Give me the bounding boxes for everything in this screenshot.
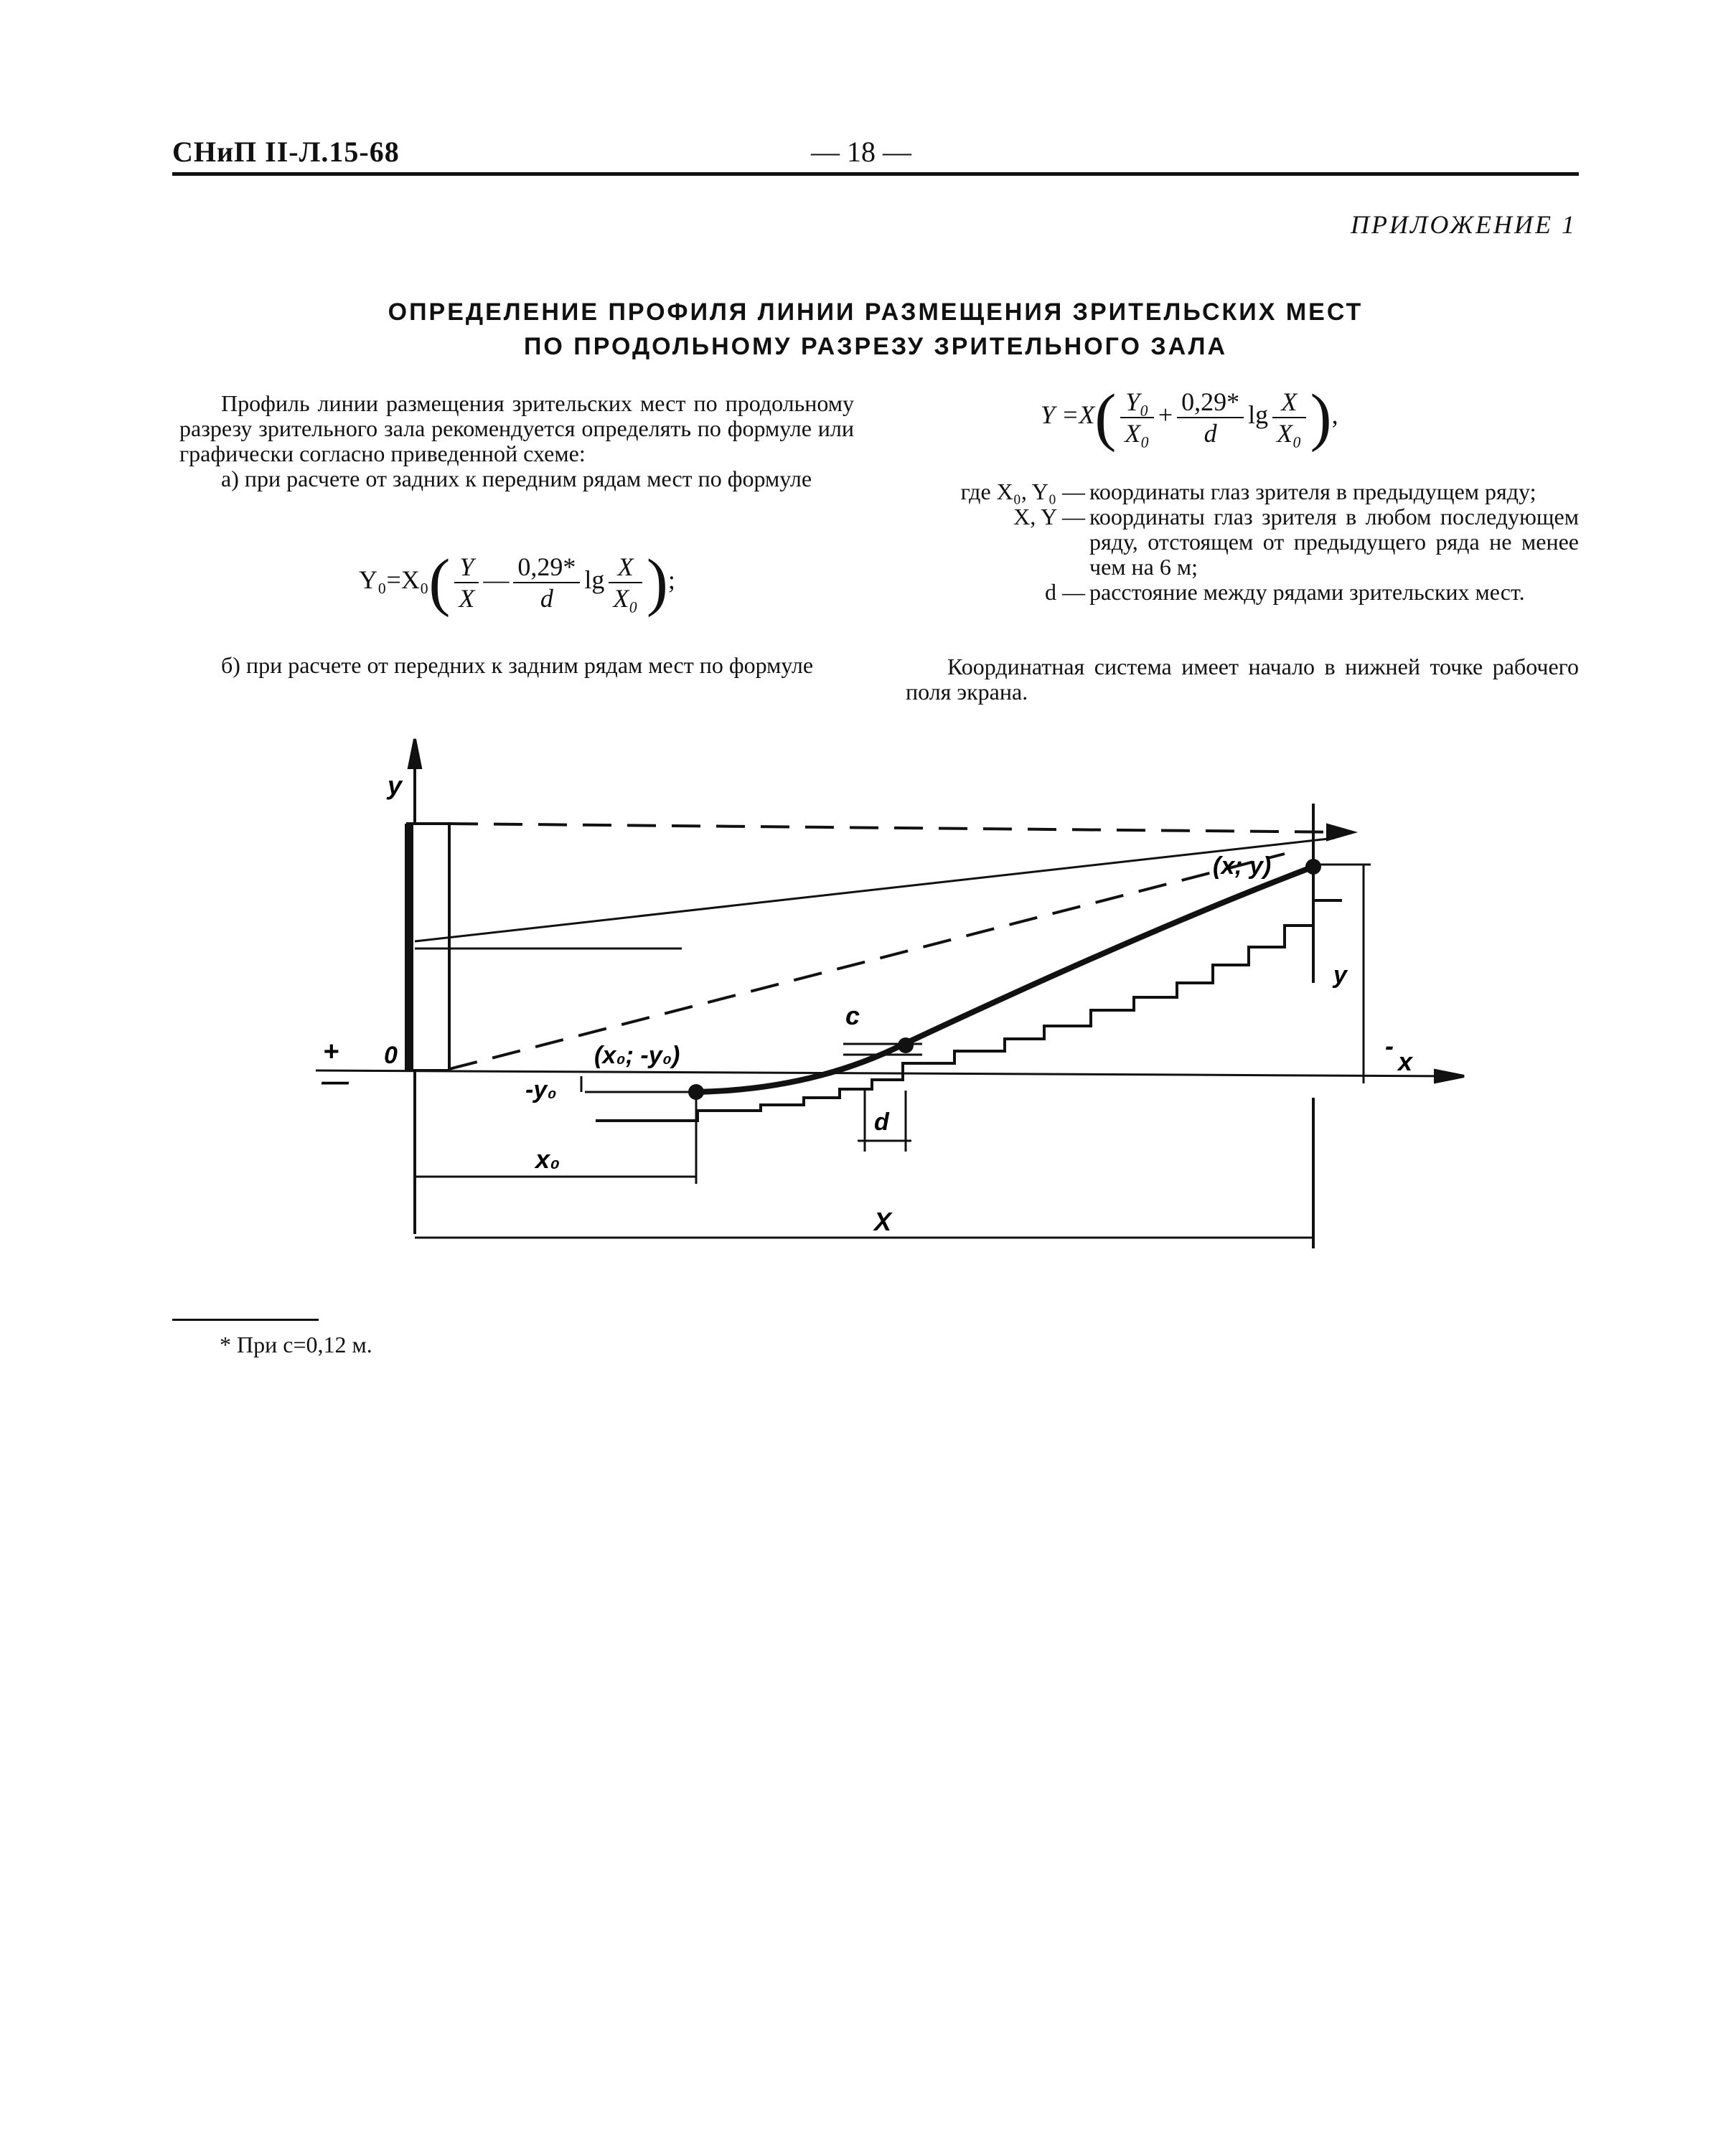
log-operator: lg	[1248, 400, 1269, 429]
definition-label: d —	[1045, 579, 1085, 605]
minus-sign: —	[483, 565, 510, 594]
page-number: — 18 —	[811, 136, 911, 168]
label-point-start: (x₀; -y₀)	[594, 1042, 680, 1069]
fraction-denominator: X₀	[1125, 418, 1150, 448]
appendix-label: ПРИЛОЖЕНИЕ 1	[1351, 210, 1577, 239]
label-point-end: (x; y)	[1213, 852, 1272, 880]
case-a-paragraph: а) при расчете от задних к передним рядам мест по формуле	[221, 466, 812, 491]
formula-a-lhs: Y₀=X₀	[359, 565, 429, 594]
document-code: СНиП II-Л.15-68	[172, 136, 400, 168]
point-x0-y0	[688, 1084, 704, 1100]
definition-text: координаты глаз зрителя в любом последующем ряду, отстоящем от предыдущего ряда не менее чем на 6 м;	[1089, 504, 1579, 580]
fraction-numerator: 0,29*	[1177, 387, 1244, 418]
definition-text: расстояние между рядами зрительских мест.	[1089, 579, 1525, 605]
fraction-denominator: X₀	[613, 583, 638, 613]
y-axis-arrow	[409, 739, 421, 768]
x-axis-arrow	[1435, 1070, 1464, 1082]
label-plus: +	[323, 1037, 339, 1067]
title-line-1: ОПРЕДЕЛЕНИЕ ПРОФИЛЯ ЛИНИИ РАЗМЕЩЕНИЯ ЗРИТЕЛЬСКИХ МЕСТ	[388, 298, 1364, 326]
seating-steps	[596, 900, 1342, 1121]
paren-open: (	[428, 547, 451, 618]
paren-close: )	[1310, 382, 1332, 453]
fraction-denominator: d	[1204, 418, 1217, 448]
definition-label: X, Y —	[1013, 504, 1085, 529]
formula-tail: ;	[667, 565, 675, 594]
formula-tail: ,	[1331, 400, 1338, 429]
top-sight-line	[449, 824, 1353, 832]
coordinate-note-text: Координатная система имеет начало в нижней точке рабочего поля экрана.	[906, 654, 1579, 705]
paren-close: )	[646, 547, 668, 618]
footnote-rule	[172, 1319, 319, 1321]
mid-sight-line	[415, 838, 1335, 941]
label-x-axis: x	[1398, 1047, 1413, 1076]
label-y-axis: y	[388, 771, 403, 800]
intro-paragraph: Профиль линии размещения зрительских мест по продольному разрезу зрительного зала рекомендуется определять по формуле или графически согласно приведенной схеме:	[179, 390, 854, 466]
screen-rect	[408, 824, 449, 1070]
label-minus-y0: -y₀	[525, 1076, 557, 1103]
fraction-denominator: d	[540, 583, 553, 613]
label-y: y	[1333, 961, 1347, 989]
x-axis	[316, 1070, 1464, 1076]
fraction-denominator: X	[459, 583, 475, 613]
log-operator: lg	[584, 565, 605, 594]
fraction-numerator: 0,29*	[513, 552, 580, 583]
label-origin: 0	[384, 1042, 398, 1069]
label-X: X	[874, 1207, 892, 1236]
point-x-y	[1305, 859, 1321, 875]
fraction-numerator: X	[609, 552, 642, 583]
lower-sight-line	[449, 854, 1285, 1069]
fraction-denominator: X₀	[1277, 418, 1302, 448]
formula-b-lhs: Y =X	[1041, 400, 1095, 429]
definition-text: координаты глаз зрителя в предыдущем ряду;	[1089, 479, 1536, 504]
label-minus-x: -	[1385, 1031, 1394, 1060]
point-next-row	[898, 1037, 914, 1053]
label-c: c	[845, 1001, 860, 1030]
paren-open: (	[1094, 382, 1117, 453]
definition-label: где X₀, Y₀ —	[960, 479, 1085, 504]
fraction-numerator: Y₀	[1120, 387, 1154, 418]
label-minus: —	[322, 1067, 349, 1097]
footnote: * При c=0,12 м.	[220, 1332, 372, 1357]
fraction-numerator: X	[1272, 387, 1306, 418]
label-x0: x₀	[535, 1144, 560, 1174]
case-b-paragraph: б) при расчете от передних к задним рядам мест по формуле	[221, 652, 814, 678]
fraction-numerator: Y	[454, 552, 479, 583]
label-d: d	[874, 1108, 889, 1136]
plus-sign: +	[1158, 400, 1173, 429]
title-line-2: ПО ПРОДОЛЬНОМУ РАЗРЕЗУ ЗРИТЕЛЬНОГО ЗАЛА	[523, 333, 1228, 360]
